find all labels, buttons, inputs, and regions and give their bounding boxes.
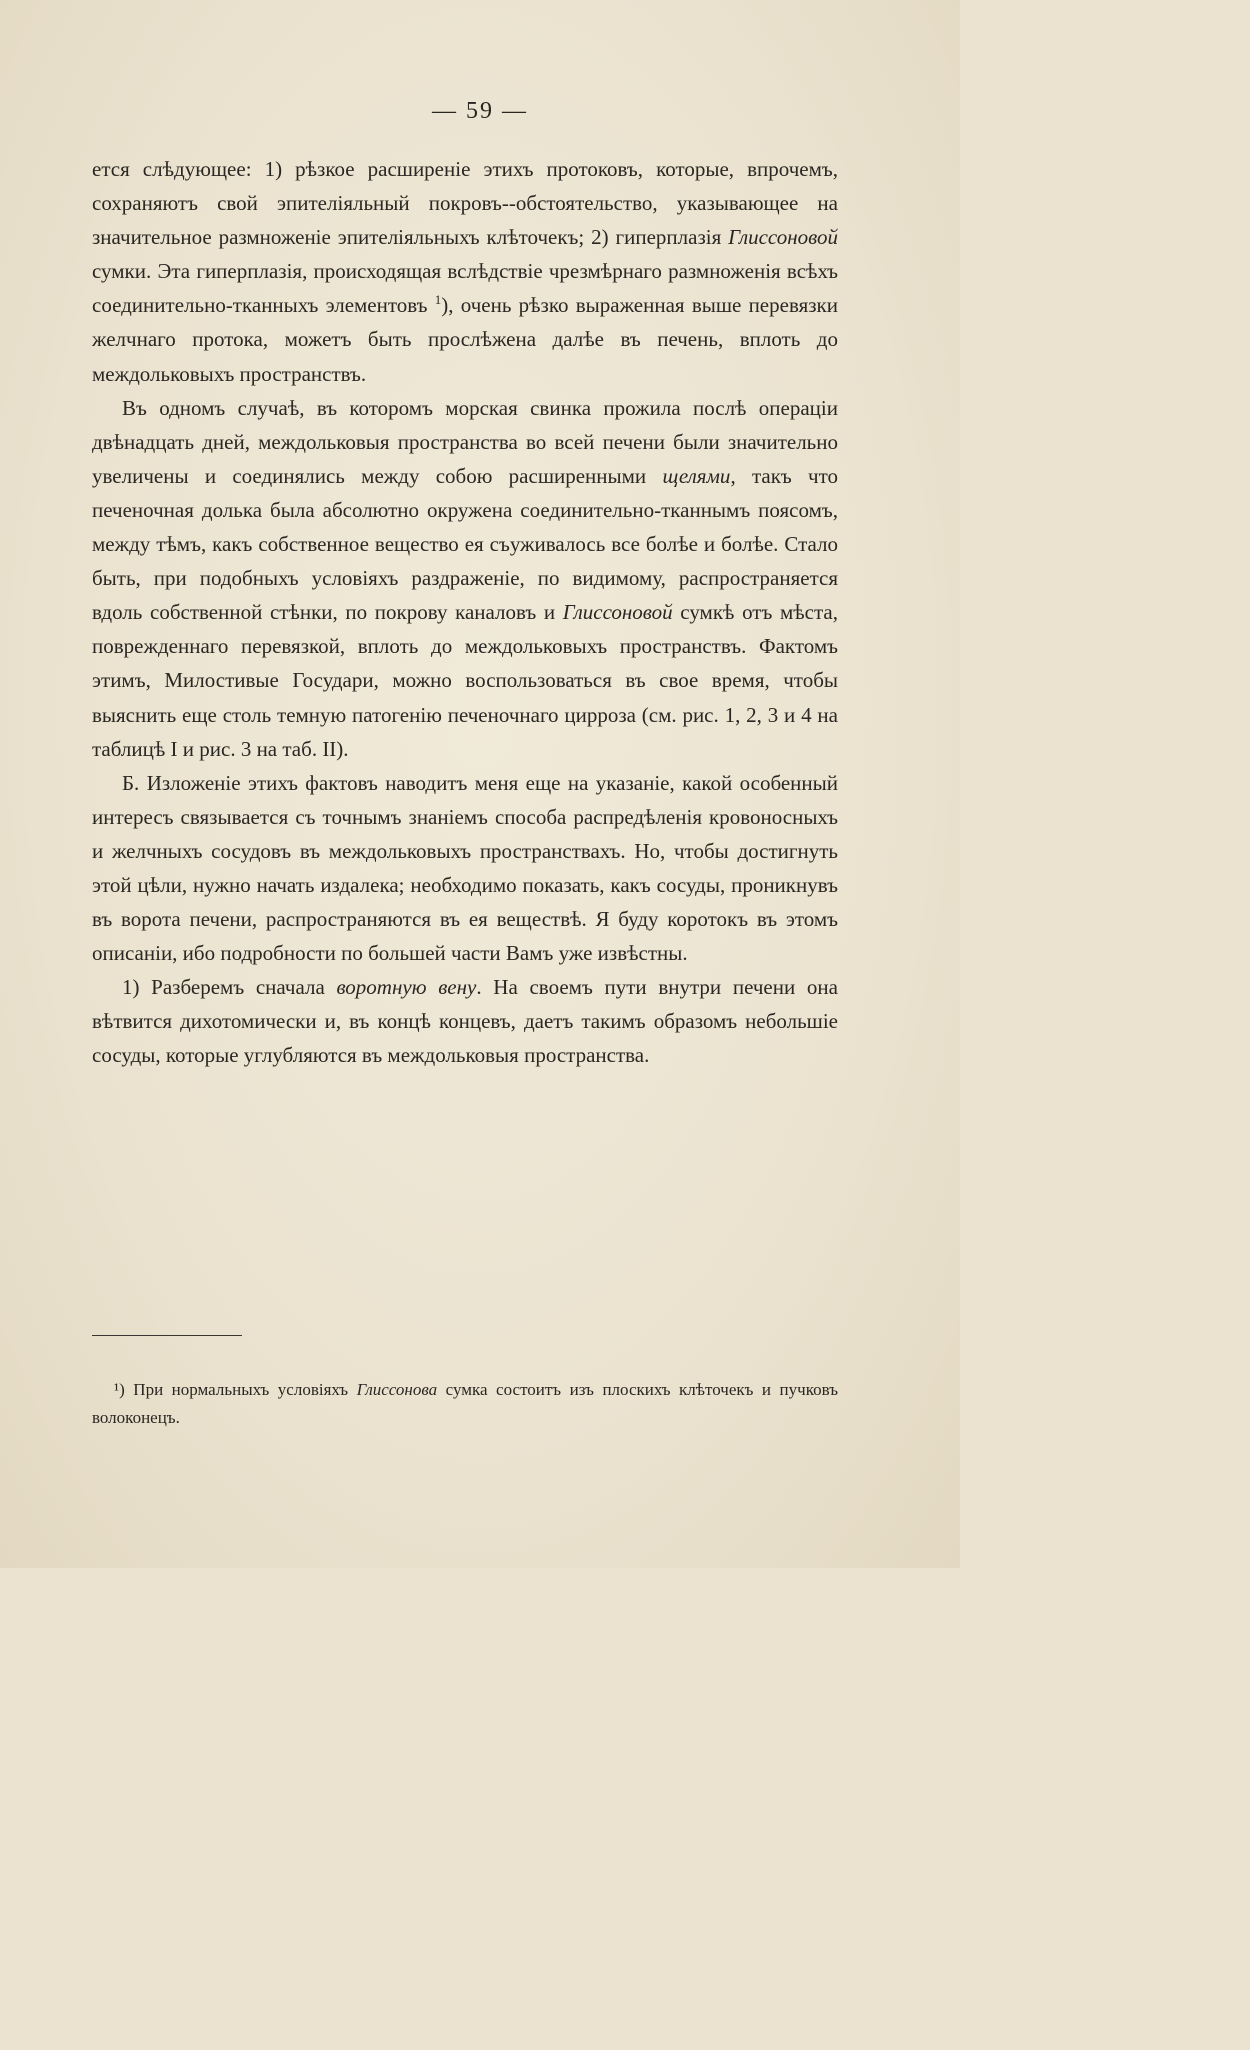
paragraph-1 bbox=[92, 152, 838, 391]
page-number: — 59 — bbox=[432, 98, 528, 124]
paragraph-1-emphasis: Глиссоновой bbox=[728, 225, 838, 250]
paragraph-2-text-a: Въ одномъ случаѣ, въ которомъ морская свинка прожила послѣ операціи двѣнадцать дней, междольковыя пространства во всей печени были значительно увеличены и соединялись между собою расширенными bbox=[92, 395, 838, 488]
paragraph-1-text-c: ), очень рѣзко выраженная выше перевязки желчнаго протока, можетъ быть прослѣжена далѣе въ печень, вплоть до междольковыхъ пространствъ. bbox=[92, 293, 838, 386]
footnote-reference: 1 bbox=[434, 292, 442, 308]
paragraph-4-text-a: 1) Разберемъ сначала bbox=[122, 975, 337, 1000]
paragraph-2-emphasis-2: Глиссоновой bbox=[562, 600, 673, 625]
paragraph-2-text-c: сумкѣ отъ мѣста, поврежденнаго перевязкой, вплоть до междольковыхъ пространствъ. Фактомъ этимъ, Милостивые Государи, можно воспользоваться въ свое время, чтобы выяснить еще столь темную патогенію печеночнаго цирроза (см. рис. 1, 2, 3 и 4 на таблицѣ I и рис. 3 на таб. II). bbox=[92, 600, 838, 761]
paragraph-1-text-b: сумки. Эта гиперплазія, происходящая вслѣдствіе чрезмѣрнаго размноженія всѣхъ соединительно-тканныхъ элементовъ bbox=[92, 259, 838, 318]
paragraph-2 bbox=[92, 391, 838, 766]
paragraph-4-emphasis: воротную вену bbox=[336, 975, 477, 1000]
paragraph-2-emphasis-1: щелями bbox=[662, 463, 731, 488]
footnote-text-a: При нормальныхъ условіяхъ bbox=[124, 1380, 357, 1399]
paragraph-1-text-a: ется слѣдующее: 1) рѣзкое расширеніе этихъ протоковъ, которые, впрочемъ, сохраняютъ свой эпителіяльный покровъ--обстоятельство, указывающее на значительное размноженіе эпителіяльныхъ клѣточекъ; 2) гиперплазія bbox=[92, 157, 838, 250]
footnote-text bbox=[92, 1376, 838, 1432]
footnote-text-b: сумка состоитъ изъ плоскихъ клѣточекъ и пучковъ волоконецъ. bbox=[92, 1380, 838, 1427]
footnote-emphasis: Глиссонова bbox=[356, 1380, 438, 1399]
paragraph-3: Б. Изложеніе этихъ фактовъ наводитъ меня еще на указаніе, какой особенный интересъ связывается съ точнымъ знаніемъ способа распредѣленія кровоносныхъ и желчныхъ сосудовъ въ междольковыхъ пространствахъ. Но, чтобы достигнуть этой цѣли, нужно начать издалека; необходимо показать, какъ сосуды, проникнувъ въ ворота печени, распространяются въ ея веществѣ. Я буду коротокъ въ этомъ описаніи, ибо подробности по большей части Вамъ уже извѣстны. bbox=[92, 770, 838, 966]
paragraph-4-text-b: . На своемъ пути внутри печени она вѣтвится дихотомически и, въ концѣ концевъ, даетъ такимъ образомъ небольшіе сосуды, которые углубляются въ междольковыя пространства. bbox=[92, 975, 838, 1068]
paragraph-4 bbox=[92, 970, 838, 1072]
paragraph-2-text-b: , такъ что печеночная долька была абсолютно окружена соединительно-тканнымъ поясомъ, между тѣмъ, какъ собственное вещество ея съуживалось все болѣе и болѣе. Стало быть, при подобныхъ условіяхъ раздраженіе, по видимому, распространяется вдоль собственной стѣнки, по покрову каналовъ и bbox=[92, 463, 838, 625]
footnote bbox=[92, 1376, 838, 1432]
footnote-divider bbox=[92, 1335, 242, 1336]
footnote-marker: ¹) bbox=[114, 1380, 125, 1399]
body-text bbox=[92, 152, 838, 1073]
